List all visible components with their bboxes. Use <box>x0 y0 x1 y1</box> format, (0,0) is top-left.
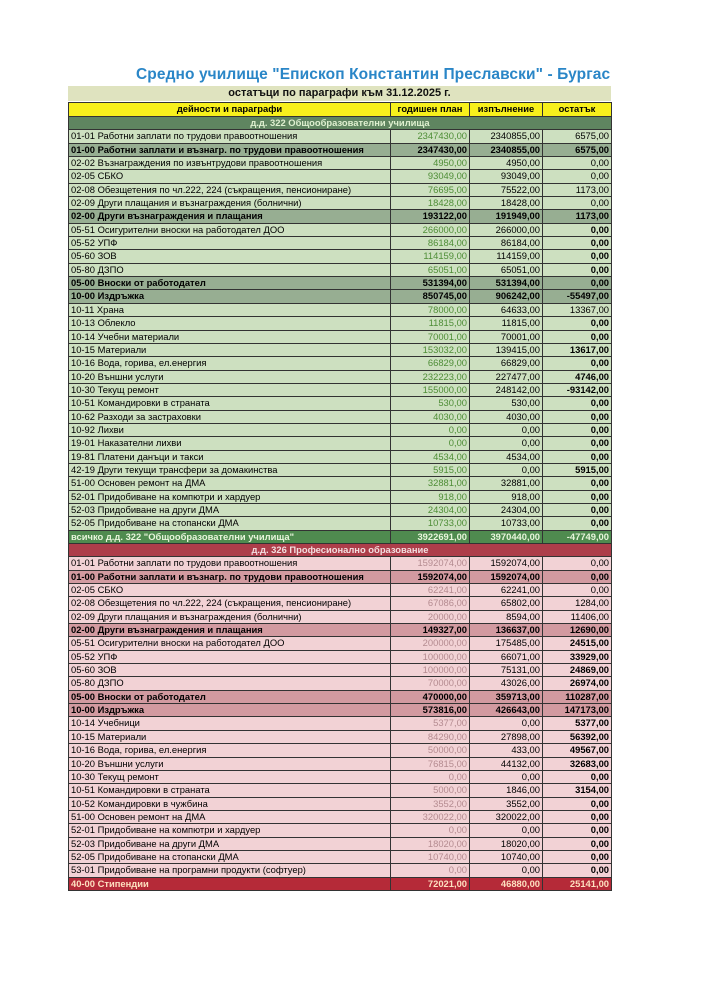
row-label: 19-01 Наказателни лихви <box>69 437 391 450</box>
row-annual-plan: 1592074,00 <box>391 557 470 570</box>
row-annual-plan: 2347430,00 <box>391 143 470 156</box>
row-annual-plan: 70000,00 <box>391 677 470 690</box>
table-row <box>69 223 612 236</box>
row-annual-plan: 11815,00 <box>391 317 470 330</box>
row-annual-plan: 18428,00 <box>391 197 470 210</box>
row-label: 01-00 Работни заплати и възнагр. по трудови правоотношения <box>69 143 391 156</box>
row-label: 10-00 Издръжка <box>69 290 391 303</box>
row-annual-plan: 114159,00 <box>391 250 470 263</box>
table-row <box>69 130 612 143</box>
table-row <box>69 250 612 263</box>
table-row <box>69 837 612 850</box>
row-annual-plan: 193122,00 <box>391 210 470 223</box>
row-execution: 433,00 <box>470 744 543 757</box>
row-execution: 18428,00 <box>470 197 543 210</box>
row-label: 01-00 Работни заплати и възнагр. по трудови правоотношения <box>69 570 391 583</box>
table-header-row <box>69 103 612 117</box>
row-annual-plan: 62241,00 <box>391 584 470 597</box>
row-execution: 191949,00 <box>470 210 543 223</box>
row-label: 02-08 Обезщетения по чл.222, 224 (съкращения, пенсиониране) <box>69 183 391 196</box>
row-label: 05-80 ДЗПО <box>69 677 391 690</box>
table-row <box>69 677 612 690</box>
table-row <box>69 664 612 677</box>
row-remainder: 24515,00 <box>543 637 612 650</box>
header-remainder: остатък <box>543 103 612 117</box>
row-execution: 32881,00 <box>470 477 543 490</box>
table-row <box>69 477 612 490</box>
row-label: 51-00 Основен ремонт на ДМА <box>69 810 391 823</box>
row-label: 42-19 Други текущи трансфери за домакинства <box>69 463 391 476</box>
budget-table <box>68 102 612 891</box>
row-annual-plan: 67086,00 <box>391 597 470 610</box>
row-remainder: 0,00 <box>543 237 612 250</box>
table-row <box>69 584 612 597</box>
row-remainder: 0,00 <box>543 570 612 583</box>
row-remainder: 6575,00 <box>543 143 612 156</box>
row-annual-plan: 76815,00 <box>391 757 470 770</box>
row-execution: 175485,00 <box>470 637 543 650</box>
row-remainder: 110287,00 <box>543 690 612 703</box>
row-annual-plan: 70001,00 <box>391 330 470 343</box>
row-execution: 27898,00 <box>470 730 543 743</box>
row-execution: 0,00 <box>470 463 543 476</box>
row-label: 52-01 Придобиване на компютри и хардуер <box>69 490 391 503</box>
row-annual-plan: 66829,00 <box>391 357 470 370</box>
row-remainder: 1173,00 <box>543 210 612 223</box>
row-remainder: 3154,00 <box>543 784 612 797</box>
row-remainder: 49567,00 <box>543 744 612 757</box>
row-remainder: 0,00 <box>543 557 612 570</box>
section-326-title: д.д. 326 Професионално образование <box>69 544 612 557</box>
table-row <box>69 650 612 663</box>
section-326-stipend-row <box>69 877 612 890</box>
table-row <box>69 557 612 570</box>
section-322-title: д.д. 322 Общообразователни училища <box>69 117 612 130</box>
table-row <box>69 157 612 170</box>
row-annual-plan: 149327,00 <box>391 624 470 637</box>
row-label: 19-81 Платени данъци и такси <box>69 450 391 463</box>
header-annual-plan: годишен план <box>391 103 470 117</box>
row-label: 02-02 Възнаграждения по извънтрудови правоотношения <box>69 157 391 170</box>
table-row <box>69 717 612 730</box>
row-label: 10-16 Вода, горива, ел.енергия <box>69 357 391 370</box>
row-annual-plan: 20000,00 <box>391 610 470 623</box>
row-label: всичко д.д. 322 "Общообразователни училища" <box>69 530 391 543</box>
table-row <box>69 197 612 210</box>
row-annual-plan: 84290,00 <box>391 730 470 743</box>
row-label: 10-52 Командировки в чужбина <box>69 797 391 810</box>
table-row <box>69 437 612 450</box>
table-row <box>69 624 612 637</box>
row-execution: 62241,00 <box>470 584 543 597</box>
header-execution: изпълнение <box>470 103 543 117</box>
row-execution: 4534,00 <box>470 450 543 463</box>
row-execution: 65802,00 <box>470 597 543 610</box>
row-execution: 531394,00 <box>470 277 543 290</box>
row-label: 10-20 Външни услуги <box>69 370 391 383</box>
row-remainder: 0,00 <box>543 357 612 370</box>
table-row <box>69 450 612 463</box>
row-label: 02-09 Други плащания и възнаграждения (болнични) <box>69 610 391 623</box>
row-label: 02-00 Други възнаграждения и плащания <box>69 624 391 637</box>
row-remainder: -93142,00 <box>543 383 612 396</box>
row-label: 05-52 УПФ <box>69 650 391 663</box>
row-execution: 114159,00 <box>470 250 543 263</box>
row-label: 10-30 Текущ ремонт <box>69 383 391 396</box>
table-row <box>69 770 612 783</box>
table-row <box>69 503 612 516</box>
row-remainder: 0,00 <box>543 850 612 863</box>
row-label: 05-51 Осигурителни вноски на работодател ДОО <box>69 637 391 650</box>
row-execution: 93049,00 <box>470 170 543 183</box>
row-execution: 44132,00 <box>470 757 543 770</box>
row-remainder: 32683,00 <box>543 757 612 770</box>
row-execution: 0,00 <box>470 437 543 450</box>
row-label: 40-00 Стипендии <box>69 877 391 890</box>
row-label: 10-30 Текущ ремонт <box>69 770 391 783</box>
row-remainder: 0,00 <box>543 584 612 597</box>
row-label: 10-13 Облекло <box>69 317 391 330</box>
row-execution: 75522,00 <box>470 183 543 196</box>
row-execution: 66071,00 <box>470 650 543 663</box>
row-annual-plan: 4030,00 <box>391 410 470 423</box>
row-execution: 10740,00 <box>470 850 543 863</box>
row-annual-plan: 3552,00 <box>391 797 470 810</box>
row-execution: 0,00 <box>470 864 543 877</box>
row-execution: 530,00 <box>470 397 543 410</box>
row-execution: 66829,00 <box>470 357 543 370</box>
row-annual-plan: 100000,00 <box>391 650 470 663</box>
row-execution: 18020,00 <box>470 837 543 850</box>
row-annual-plan: 0,00 <box>391 423 470 436</box>
row-execution: 906242,00 <box>470 290 543 303</box>
row-annual-plan: 850745,00 <box>391 290 470 303</box>
table-row <box>69 410 612 423</box>
table-row <box>69 463 612 476</box>
section-326-title-row <box>69 544 612 557</box>
table-row <box>69 490 612 503</box>
row-label: 10-00 Издръжка <box>69 704 391 717</box>
header-activities: дейности и параграфи <box>69 103 391 117</box>
row-execution: 136637,00 <box>470 624 543 637</box>
row-remainder: -55497,00 <box>543 290 612 303</box>
table-row <box>69 183 612 196</box>
row-label: 10-15 Материали <box>69 730 391 743</box>
row-execution: 75131,00 <box>470 664 543 677</box>
row-execution: 46880,00 <box>470 877 543 890</box>
row-label: 05-52 УПФ <box>69 237 391 250</box>
row-execution: 64633,00 <box>470 303 543 316</box>
table-row <box>69 143 612 156</box>
row-execution: 0,00 <box>470 423 543 436</box>
row-remainder: 1284,00 <box>543 597 612 610</box>
row-annual-plan: 0,00 <box>391 437 470 450</box>
row-label: 02-09 Други плащания и възнаграждения (болнични) <box>69 197 391 210</box>
row-label: 05-80 ДЗПО <box>69 263 391 276</box>
row-annual-plan: 470000,00 <box>391 690 470 703</box>
row-execution: 3970440,00 <box>470 530 543 543</box>
row-remainder: 13367,00 <box>543 303 612 316</box>
table-row <box>69 797 612 810</box>
row-label: 10-11 Храна <box>69 303 391 316</box>
row-remainder: 0,00 <box>543 503 612 516</box>
row-label: 10-16 Вода, горива, ел.енергия <box>69 744 391 757</box>
row-remainder: -47749,00 <box>543 530 612 543</box>
table-row <box>69 824 612 837</box>
table-row <box>69 210 612 223</box>
row-execution: 2340855,00 <box>470 130 543 143</box>
row-remainder: 0,00 <box>543 423 612 436</box>
row-label: 10-15 Материали <box>69 343 391 356</box>
row-label: 52-05 Придобиване на стопански ДМА <box>69 517 391 530</box>
row-remainder: 0,00 <box>543 250 612 263</box>
row-annual-plan: 0,00 <box>391 770 470 783</box>
row-execution: 426643,00 <box>470 704 543 717</box>
row-annual-plan: 78000,00 <box>391 303 470 316</box>
row-remainder: 26974,00 <box>543 677 612 690</box>
table-row <box>69 170 612 183</box>
row-annual-plan: 530,00 <box>391 397 470 410</box>
row-execution: 2340855,00 <box>470 143 543 156</box>
row-annual-plan: 3922691,00 <box>391 530 470 543</box>
row-remainder: 0,00 <box>543 770 612 783</box>
row-execution: 359713,00 <box>470 690 543 703</box>
row-annual-plan: 100000,00 <box>391 664 470 677</box>
row-execution: 11815,00 <box>470 317 543 330</box>
row-remainder: 0,00 <box>543 477 612 490</box>
row-remainder: 0,00 <box>543 824 612 837</box>
row-label: 10-92 Лихви <box>69 423 391 436</box>
row-annual-plan: 65051,00 <box>391 263 470 276</box>
row-remainder: 56392,00 <box>543 730 612 743</box>
row-remainder: 0,00 <box>543 397 612 410</box>
row-annual-plan: 232223,00 <box>391 370 470 383</box>
row-remainder: 5915,00 <box>543 463 612 476</box>
row-annual-plan: 50000,00 <box>391 744 470 757</box>
row-execution: 70001,00 <box>470 330 543 343</box>
table-row <box>69 704 612 717</box>
row-remainder: 0,00 <box>543 197 612 210</box>
row-label: 52-03 Придобиване на други ДМА <box>69 503 391 516</box>
row-remainder: 0,00 <box>543 837 612 850</box>
table-row <box>69 610 612 623</box>
row-label: 05-51 Осигурителни вноски на работодател ДОО <box>69 223 391 236</box>
row-annual-plan: 86184,00 <box>391 237 470 250</box>
row-execution: 3552,00 <box>470 797 543 810</box>
row-label: 02-08 Обезщетения по чл.222, 224 (съкращения, пенсиониране) <box>69 597 391 610</box>
row-execution: 918,00 <box>470 490 543 503</box>
section-322-title-row <box>69 117 612 130</box>
row-execution: 65051,00 <box>470 263 543 276</box>
row-annual-plan: 76695,00 <box>391 183 470 196</box>
row-remainder: 0,00 <box>543 797 612 810</box>
row-annual-plan: 5000,00 <box>391 784 470 797</box>
table-row <box>69 303 612 316</box>
row-annual-plan: 2347430,00 <box>391 130 470 143</box>
row-remainder: 0,00 <box>543 330 612 343</box>
row-label: 10-20 Външни услуги <box>69 757 391 770</box>
row-label: 52-01 Придобиване на компютри и хардуер <box>69 824 391 837</box>
row-label: 02-05 СБКО <box>69 584 391 597</box>
row-label: 10-51 Командировки в страната <box>69 397 391 410</box>
document-subtitle: остатъци по параграфи към 31.12.2025 г. <box>68 86 611 101</box>
table-row <box>69 383 612 396</box>
row-label: 10-14 Учебни материали <box>69 330 391 343</box>
row-annual-plan: 32881,00 <box>391 477 470 490</box>
row-remainder: 11406,00 <box>543 610 612 623</box>
row-annual-plan: 320022,00 <box>391 810 470 823</box>
row-label: 05-60 ЗОВ <box>69 664 391 677</box>
table-row <box>69 637 612 650</box>
row-annual-plan: 266000,00 <box>391 223 470 236</box>
table-row <box>69 277 612 290</box>
row-execution: 86184,00 <box>470 237 543 250</box>
row-remainder: 4746,00 <box>543 370 612 383</box>
row-remainder: 5377,00 <box>543 717 612 730</box>
row-annual-plan: 5915,00 <box>391 463 470 476</box>
row-execution: 248142,00 <box>470 383 543 396</box>
table-row <box>69 570 612 583</box>
row-annual-plan: 4950,00 <box>391 157 470 170</box>
row-label: 02-05 СБКО <box>69 170 391 183</box>
row-execution: 227477,00 <box>470 370 543 383</box>
row-annual-plan: 24304,00 <box>391 503 470 516</box>
table-row <box>69 317 612 330</box>
row-execution: 10733,00 <box>470 517 543 530</box>
row-annual-plan: 93049,00 <box>391 170 470 183</box>
section-322-total-row <box>69 530 612 543</box>
table-row <box>69 730 612 743</box>
row-remainder: 0,00 <box>543 223 612 236</box>
table-row <box>69 864 612 877</box>
row-execution: 0,00 <box>470 824 543 837</box>
row-execution: 1846,00 <box>470 784 543 797</box>
row-label: 10-51 Командировки в страната <box>69 784 391 797</box>
row-execution: 0,00 <box>470 770 543 783</box>
row-annual-plan: 531394,00 <box>391 277 470 290</box>
table-row <box>69 597 612 610</box>
row-annual-plan: 153032,00 <box>391 343 470 356</box>
table-row <box>69 370 612 383</box>
row-remainder: 13617,00 <box>543 343 612 356</box>
row-remainder: 6575,00 <box>543 130 612 143</box>
table-row <box>69 290 612 303</box>
row-label: 51-00 Основен ремонт на ДМА <box>69 477 391 490</box>
row-annual-plan: 1592074,00 <box>391 570 470 583</box>
row-execution: 139415,00 <box>470 343 543 356</box>
row-label: 53-01 Придобиване на програмни продукти (софтуер) <box>69 864 391 877</box>
row-remainder: 147173,00 <box>543 704 612 717</box>
row-annual-plan: 10733,00 <box>391 517 470 530</box>
row-remainder: 0,00 <box>543 277 612 290</box>
table-row <box>69 397 612 410</box>
row-remainder: 0,00 <box>543 263 612 276</box>
row-annual-plan: 200000,00 <box>391 637 470 650</box>
row-remainder: 1173,00 <box>543 183 612 196</box>
row-annual-plan: 4534,00 <box>391 450 470 463</box>
row-label: 10-62 Разходи за застраховки <box>69 410 391 423</box>
row-label: 05-00 Вноски от работодател <box>69 277 391 290</box>
row-remainder: 0,00 <box>543 410 612 423</box>
row-remainder: 0,00 <box>543 450 612 463</box>
row-remainder: 25141,00 <box>543 877 612 890</box>
table-row <box>69 784 612 797</box>
table-row <box>69 343 612 356</box>
table-row <box>69 423 612 436</box>
row-label: 05-60 ЗОВ <box>69 250 391 263</box>
row-label: 10-14 Учебници <box>69 717 391 730</box>
table-row <box>69 357 612 370</box>
row-execution: 1592074,00 <box>470 557 543 570</box>
table-row <box>69 690 612 703</box>
table-row <box>69 237 612 250</box>
document-title: Средно училище "Епископ Константин Преславски" - Бургас <box>136 66 611 83</box>
table-row <box>69 744 612 757</box>
table-row <box>69 263 612 276</box>
row-annual-plan: 918,00 <box>391 490 470 503</box>
row-remainder: 0,00 <box>543 490 612 503</box>
row-execution: 8594,00 <box>470 610 543 623</box>
table-row <box>69 850 612 863</box>
row-execution: 43026,00 <box>470 677 543 690</box>
row-label: 05-00 Вноски от работодател <box>69 690 391 703</box>
row-execution: 24304,00 <box>470 503 543 516</box>
row-annual-plan: 18020,00 <box>391 837 470 850</box>
table-row <box>69 810 612 823</box>
row-remainder: 0,00 <box>543 170 612 183</box>
row-remainder: 0,00 <box>543 437 612 450</box>
row-label: 01-01 Работни заплати по трудови правоотношения <box>69 557 391 570</box>
row-label: 02-00 Други възнаграждения и плащания <box>69 210 391 223</box>
row-remainder: 12690,00 <box>543 624 612 637</box>
row-remainder: 0,00 <box>543 517 612 530</box>
row-execution: 4950,00 <box>470 157 543 170</box>
row-label: 52-03 Придобиване на други ДМА <box>69 837 391 850</box>
row-execution: 1592074,00 <box>470 570 543 583</box>
row-execution: 320022,00 <box>470 810 543 823</box>
row-annual-plan: 0,00 <box>391 864 470 877</box>
row-remainder: 0,00 <box>543 810 612 823</box>
row-execution: 0,00 <box>470 717 543 730</box>
table-row <box>69 330 612 343</box>
row-execution: 4030,00 <box>470 410 543 423</box>
row-annual-plan: 10740,00 <box>391 850 470 863</box>
row-remainder: 24869,00 <box>543 664 612 677</box>
row-execution: 266000,00 <box>470 223 543 236</box>
row-annual-plan: 0,00 <box>391 824 470 837</box>
row-remainder: 0,00 <box>543 864 612 877</box>
row-label: 01-01 Работни заплати по трудови правоотношения <box>69 130 391 143</box>
row-annual-plan: 5377,00 <box>391 717 470 730</box>
table-row <box>69 757 612 770</box>
row-remainder: 0,00 <box>543 157 612 170</box>
row-remainder: 0,00 <box>543 317 612 330</box>
table-row <box>69 517 612 530</box>
row-remainder: 33929,00 <box>543 650 612 663</box>
row-annual-plan: 155000,00 <box>391 383 470 396</box>
row-annual-plan: 573816,00 <box>391 704 470 717</box>
row-annual-plan: 72021,00 <box>391 877 470 890</box>
row-label: 52-05 Придобиване на стопански ДМА <box>69 850 391 863</box>
